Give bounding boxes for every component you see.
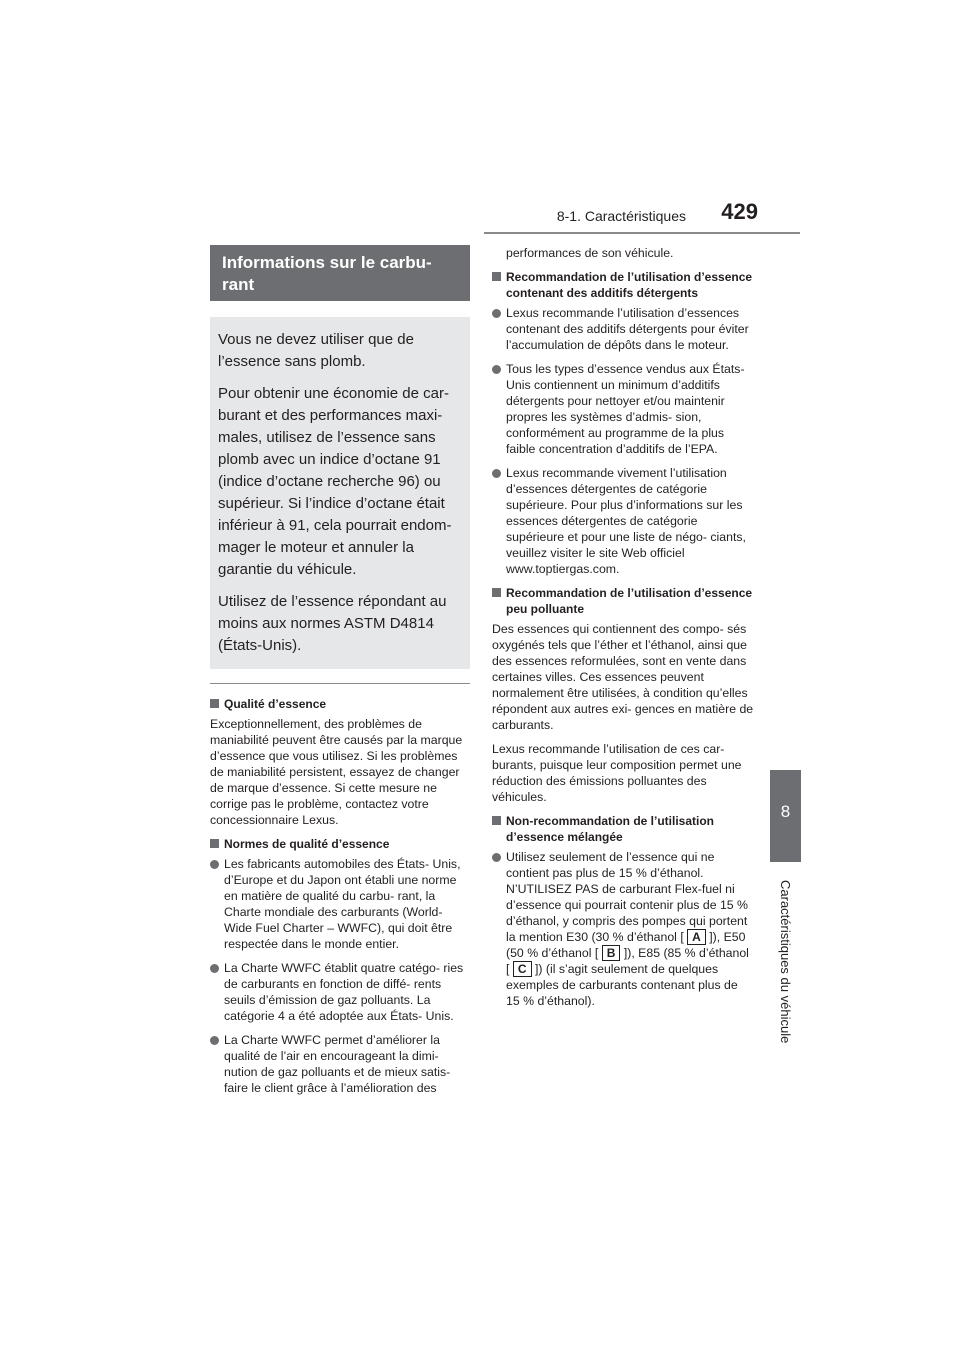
paragraph-recommend: Lexus recommande l’utilisation de ces car- burants, puisque leur composition permet une réduction des émissions polluantes des véhicules. <box>492 742 742 804</box>
bullet-1: Les fabricants automobiles des États- Unis, d’Europe et du Japon ont établi une norme en matière de qualité du carbu- rant, la Charte mondiale des carburants (World-Wide Fuel Charter – WWFC), qui doit être respectée dans le monde entier. <box>210 856 470 952</box>
info-p2: Pour obtenir une économie de car- burant et des performances maxi- males, utilisez de l’essence sans plomb avec un indice d’octane 91 (indice d’octane recherche 96) ou supérieur. Si l’indice d’octane était inférieur à 91, cela pourrait endom- mager le moteur et annuler la garantie du véhicule. <box>218 385 452 578</box>
bullet-6: Lexus recommande vivement l’utilisation d’essences détergentes de catégorie supérieure. Pour plus d’informations sur les essences détergentes de catégorie supérieure et pour une liste de négo- ciants, veuillez visiter le site Web officiel www.toptiergas.com. <box>492 465 754 577</box>
bullet-7-text-c: ]), E85 (85 % d’éthanol [ <box>506 946 749 976</box>
bullet-7-text-b: ]), E50 (50 % d’éthanol [ <box>506 930 746 960</box>
info-box <box>210 317 470 669</box>
header-rule <box>484 232 800 234</box>
subheading-detergents: Recommandation de l’utilisation d’essence contenant des additifs détergents <box>492 269 754 301</box>
section-title: 8-1. Caractéristiques <box>556 208 686 224</box>
subheading-low-emission: Recommandation de l’utilisation d’essence peu polluante <box>492 585 754 617</box>
bullet-7 <box>492 849 754 1009</box>
right-column <box>492 245 754 1017</box>
bullet-4: Lexus recommande l’utilisation d’essences contenant des additifs détergents pour éviter l’accumulation de dépôts dans le moteur. <box>492 305 754 353</box>
key-b: B <box>602 945 621 961</box>
chapter-label <box>778 880 794 1050</box>
bullet-2: La Charte WWFC établit quatre catégo- ries de carburants en fonction de diffé- rents seuils d’émission de gaz polluants. La catégorie 4 a été adoptée aux États- Unis. <box>210 960 470 1024</box>
info-p3: Utilisez de l’essence répondant au moins aux normes ASTM D4814 (États-Unis). <box>218 593 447 654</box>
subheading-standards: Normes de qualité d’essence <box>210 836 470 852</box>
section-heading: Informations sur le carbu- rant <box>210 245 470 301</box>
page-header <box>0 196 800 236</box>
divider <box>210 683 470 684</box>
chapter-label-text: Caractéristiques du véhicule <box>778 880 793 1044</box>
bullet-5: Tous les types d’essence vendus aux États-Unis contiennent un minimum d’additifs détergents pour nettoyer et/ou maintenir propres les systèmes d’admis- sion, conformément au programme de la plus faible concentration d’additifs de l’EPA. <box>492 361 754 457</box>
continuation-text: performances de son véhicule. <box>506 246 674 260</box>
chapter-tab <box>770 770 801 862</box>
chapter-number: 8 <box>780 802 791 821</box>
key-c: C <box>513 961 532 977</box>
paragraph-quality: Exceptionnellement, des problèmes de maniabilité peuvent être causés par la marque d’essence que vous utilisez. Si les problèmes de maniabilité persistent, essayez de changer de marque d’essence. Si cette mesure ne corrige pas le problème, contactez votre concessionnaire Lexus. <box>210 717 463 827</box>
left-column <box>210 245 470 1104</box>
bullet-7-text-a: Utilisez seulement de l’essence qui ne contient pas plus de 15 % d’éthanol. N’UTILISEZ PAS de carburant Flex-fuel ni d’essence qui pourrait contenir plus de 15 % d’éthanol, y compris des pompes qui portent la mention E30 (30 % d’éthanol [ <box>506 850 748 944</box>
bullet-3: La Charte WWFC permet d’améliorer la qualité de l’air en encourageant la dimi- nution de gaz polluants et de mieux satis- faire le client grâce à l’amélioration des <box>210 1032 470 1096</box>
subheading-quality: Qualité d’essence <box>210 696 470 712</box>
subheading-blended: Non-recommandation de l’utilisation d’essence mélangée <box>492 813 754 845</box>
paragraph-oxygenated: Des essences qui contiennent des compo- sés oxygénés tels que l’éther et l’éthanol, ainsi que des essences reformulées, sont en vente dans certaines villes. Ces essences peuvent normalement être utilisées, à condition qu’elles répondent aux autres exi- gences en matière de carburants. <box>492 622 754 732</box>
bullet-7-text-d: ]) (il s’agit seulement de quelques exemples de carburants contenant plus de 15 % d’éthanol). <box>506 962 738 1008</box>
page-number: 429 <box>721 199 758 224</box>
key-a: A <box>687 929 706 945</box>
info-p1: Vous ne devez utiliser que de l’essence sans plomb. <box>218 331 414 370</box>
